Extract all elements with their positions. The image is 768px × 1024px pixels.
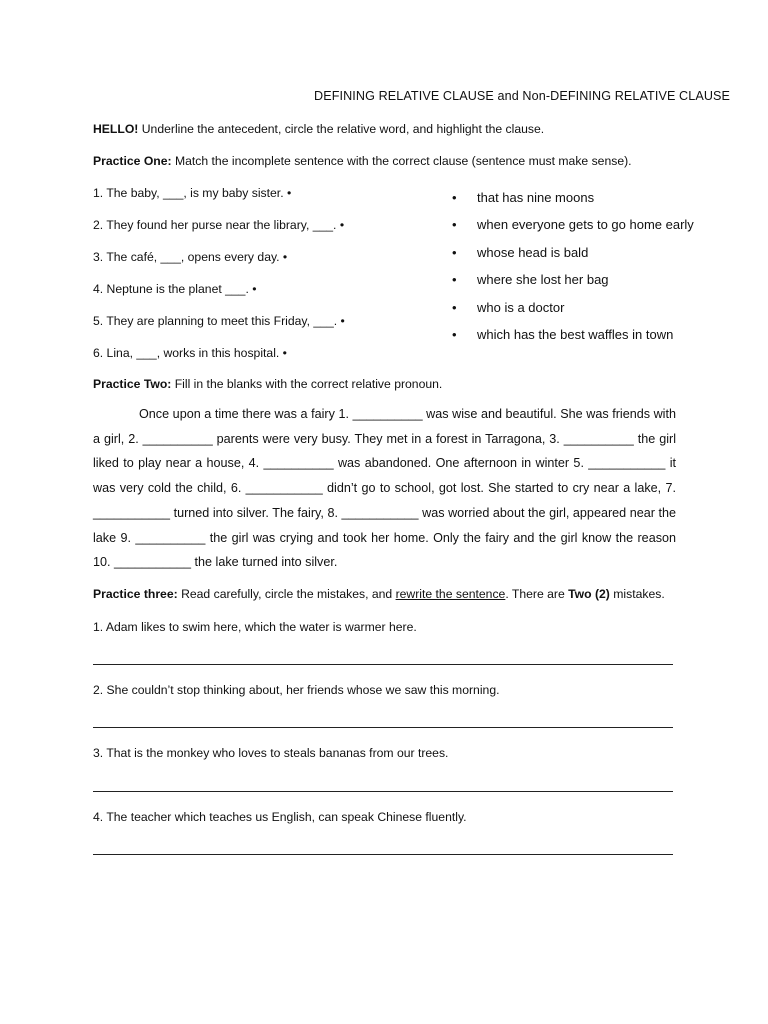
match-sentence-3: 3. The café, ___, opens every day. • <box>93 250 288 264</box>
bullet-icon: • <box>452 245 457 260</box>
practice-one-label: Practice One: <box>93 154 172 168</box>
practice-two-text: Fill in the blanks with the correct relative pronoun. <box>171 377 443 391</box>
practice-three-text-c: mistakes. <box>609 587 665 601</box>
bullet-icon: • <box>452 272 457 287</box>
practice-two-label: Practice Two: <box>93 377 172 391</box>
clause-text: who is a doctor <box>477 300 565 315</box>
practice-one-instruction <box>93 154 632 168</box>
practice-one-text: Match the incomplete sentence with the correct clause (sentence must make sense). <box>171 154 632 168</box>
clause-text: when everyone gets to go home early <box>477 217 694 232</box>
error-sentence-4: 4. The teacher which teaches us English, can speak Chinese fluently. <box>93 810 467 824</box>
answer-line-2[interactable] <box>93 727 673 728</box>
clause-item-5 <box>452 300 564 315</box>
bullet-icon: • <box>452 217 457 232</box>
practice-three-label: Practice three: <box>93 587 178 601</box>
match-sentence-6: 6. Lina, ___, works in this hospital. • <box>93 346 287 360</box>
bullet-icon: • <box>452 327 457 342</box>
clause-text: which has the best waffles in town <box>477 327 674 342</box>
answer-line-1[interactable] <box>93 664 673 665</box>
practice-three-count: Two (2) <box>568 587 610 601</box>
practice-three-underlined: rewrite the sentence <box>395 587 506 601</box>
bullet-icon: • <box>452 300 457 315</box>
intro-instruction <box>93 122 544 136</box>
story-text: Once upon a time there was a fairy 1. __________ was wise and beautiful. She was friends with a girl, 2. __________ parents were very busy. They met in a forest in Tarragona, 3. __________ the girl liked to play near a house, 4. __________ was abandoned. One afternoon in winter 5. ___________ it was very cold the child, 6. ___________ didn’t go to school, got lost. She started to cry near a lake, 7. ___________ turned into silver. The fairy, 8. ___________ was worried about the girl, appeared near the lake 9. __________ the girl was crying and took her home. Only the fairy and the girl know the reason 10. ___________ the lake turned into silver. <box>93 407 676 570</box>
clause-text: whose head is bald <box>477 245 589 260</box>
practice-three-text-b: . There are <box>505 587 569 601</box>
clause-item-2 <box>452 217 694 232</box>
answer-line-3[interactable] <box>93 791 673 792</box>
match-sentence-5: 5. They are planning to meet this Friday, ___. • <box>93 314 345 328</box>
practice-two-instruction <box>93 377 442 391</box>
practice-three-text-a: Read carefully, circle the mistakes, and <box>177 587 396 601</box>
error-sentence-2: 2. She couldn’t stop thinking about, her friends whose we saw this morning. <box>93 683 500 697</box>
match-sentence-1: 1. The baby, ___, is my baby sister. • <box>93 186 292 200</box>
clause-item-4 <box>452 272 609 287</box>
practice-three-instruction <box>93 587 665 601</box>
error-sentence-3: 3. That is the monkey who loves to steals bananas from our trees. <box>93 746 449 760</box>
clause-item-6 <box>452 327 673 342</box>
intro-text: Underline the antecedent, circle the relative word, and highlight the clause. <box>138 122 545 136</box>
match-sentence-2: 2. They found her purse near the library, ___. • <box>93 218 345 232</box>
fill-in-story <box>93 402 676 575</box>
worksheet-title: DEFINING RELATIVE CLAUSE and Non-DEFINING RELATIVE CLAUSE <box>314 89 731 103</box>
clause-item-1 <box>452 190 594 205</box>
clause-item-3 <box>452 245 588 260</box>
clause-text: that has nine moons <box>477 190 595 205</box>
answer-line-4[interactable] <box>93 854 673 855</box>
intro-label: HELLO! <box>93 122 139 136</box>
match-sentence-4: 4. Neptune is the planet ___. • <box>93 282 257 296</box>
clause-text: where she lost her bag <box>477 272 609 287</box>
error-sentence-1: 1. Adam likes to swim here, which the water is warmer here. <box>93 620 417 634</box>
bullet-icon: • <box>452 190 457 205</box>
